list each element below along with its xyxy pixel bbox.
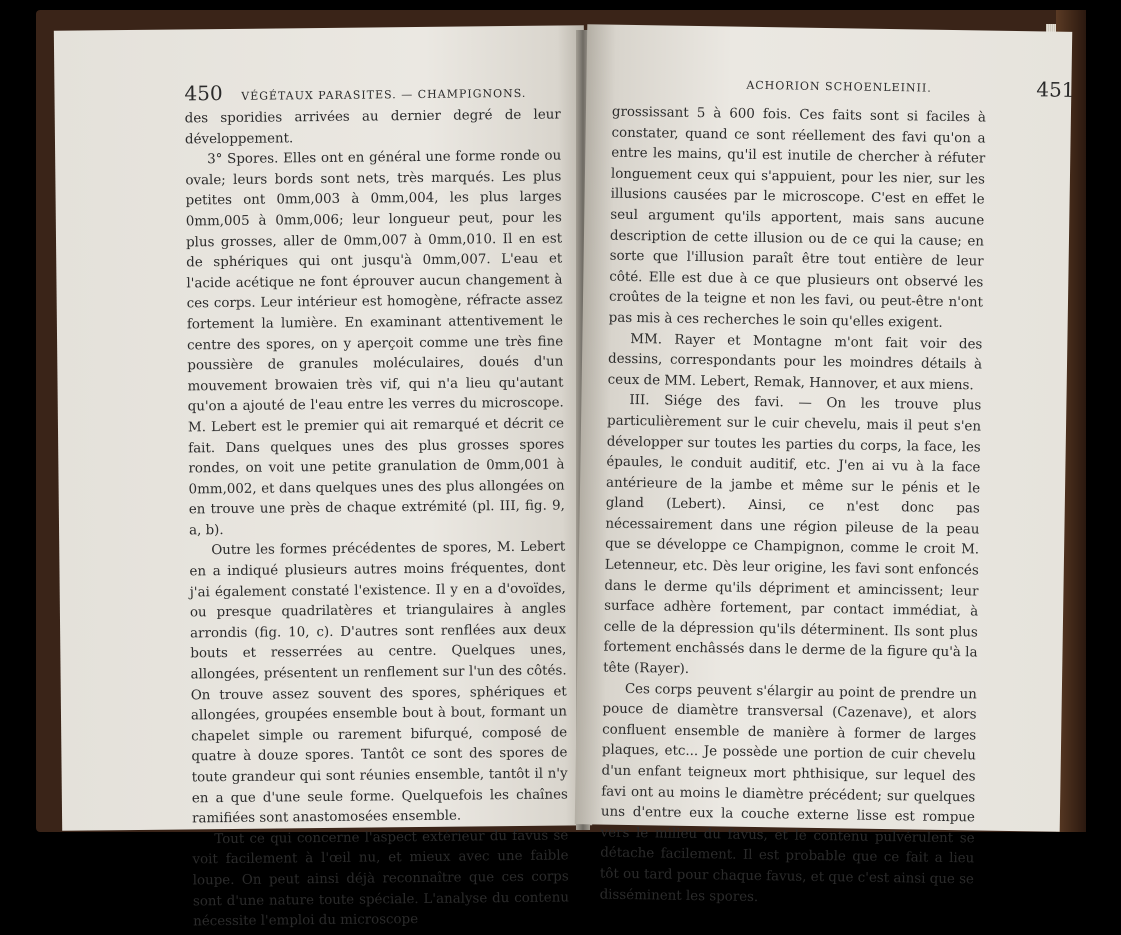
left-page-number: 450 xyxy=(184,81,223,106)
paragraph: Outre les formes précédentes de spores, M. Lebert en a indiqué plusieurs autres moins fréquentes, dont j'ai également constaté l'existence. Il y en a d'ovoïdes, ou presque quadrilatères et triangulaires à angles arrondis (fig. 10, c). D'autres sont renflées aux deux bouts et resserrées au centre. Quelques unes, allongées, présentent un renflement sur l'un des côtés. On trouve assez souvent des spores, sphériques et allongées, groupées ensemble bout à bout, formant un chapelet simple ou rarement bifurqué, composé de quatre à douze spores. Tantôt ce sont des spores de toute grandeur qui sont réunies ensemble, tantôt il n'y en a que d'une seule forme. Quelquefois les chaînes ramifiées sont anastomosées ensemble. xyxy=(189,539,568,827)
open-book xyxy=(36,10,1086,930)
paragraph: grossissant 5 à 600 fois. Ces faits sont si faciles à constater, quand ce sont réellement des favi qu'on a entre les mains, qu'il est inutile de chercher à réfuter longuement ceux qui s'appuient, pour les nier, sur les illusions causées par le microscope. C'est en effet le seul argument qu'ils apportent, mais sans aucune description de cette illusion ou de ce qui la cause; en sorte que l'illusion paraît être tout entière de leur côté. Elle est due à ce que plusieurs ont observé les croûtes de la teigne et non les favi, ou peut-être n'ont pas mis à ces recherches le soin qu'elles exigent. xyxy=(608,104,987,331)
right-page xyxy=(575,24,1075,905)
left-page-header xyxy=(184,78,526,106)
left-running-head: VÉGÉTAUX PARASITES. — CHAMPIGNONS. xyxy=(241,86,527,103)
paragraph: III. Siége des favi. — On les trouve plus particulièrement sur le cuir chevelu, mais il peut s'en développer sur toutes les parties du corps, la face, les épaules, le conduit auditif, etc. J'en ai vu à la face antérieure de la jambe et même sur le pénis et le gland (Lebert). Ainsi, ce n'est donc pas nécessairement dans une région pileuse de la peau que se développe ce Champignon, comme le croit M. Letenneur, etc. Dès leur origine, les favi sont enfoncés dans le derme qu'ils dépriment et amincissent; leur surface adhère fortement, par contact immédiat, à celle de la dépression qu'ils déterminent. Ils sont plus fortement enchâssés dans le derme de la figure qu'à la tête (Rayer). xyxy=(603,393,982,677)
right-page-text xyxy=(599,103,986,912)
right-running-head: ACHORION SCHOENLEINII. xyxy=(746,78,932,95)
paragraph: 3° Spores. Elles ont en général une forme ronde ou ovale; leurs bords sont nets, très marqués. Les plus petites ont 0mm,003 à 0mm,004, les plus larges 0mm,005 à 0mm,006; leur longueur peut, pour les plus grosses, aller de 0mm,007 à 0mm,010. Il en est de sphériques qui ont jusqu'à 0mm,007. L'eau et l'acide acétique ne font éprouver aucun changement à ces corps. Leur intérieur est homogène, réfracte assez fortement la lumière. En examinant attentivement le centre des spores, on y aperçoit comme une très fine poussière de granules moléculaires, doués d'un mouvement browaien très vif, qui n'a lieu qu'autant qu'on a ajouté de l'eau entre les verres du microscope. M. Lebert est le premier qui ait remarqué et décrit ce fait. Dans quelques unes des plus grosses spores rondes, on voit une petite granulation de 0mm,001 à 0mm,002, et dans quelques unes des plus allongées on en trouve une près de chaque extrémité (pl. III, fig. 9, a, b). xyxy=(185,148,565,539)
right-page-number: 451 xyxy=(1036,77,1075,102)
left-page xyxy=(54,25,592,930)
paragraph: des sporidies arrivées au dernier degré de leur développement. xyxy=(184,107,561,148)
right-page-header xyxy=(746,77,1075,102)
paragraph: Ces corps peuvent s'élargir au point de prendre un pouce de diamètre transversal (Cazenave), et alors confluent ensemble de manière à former de larges plaques, etc... Je possède une portion de cuir chevelu d'un enfant teigneux mort phthisique, sur lequel des favi ont au moins le diamètre précédent; sur quelques uns d'entre eux la couche externe lisse est rompue vers le milieu du favus, et le contenu pulvérulent se détache facilement. Il est probable que ce fait a lieu tôt ou tard pour chaque favus, et que c'est ainsi que se disséminent les spores. xyxy=(599,681,977,905)
paragraph: Tout ce qui concerne l'aspect extérieur du favus se voit facilement à l'œil nu, et mieux avec une faible loupe. On peut ainsi déjà reconnaître que ces corps sont d'une nature toute spéciale. L'analyse du contenu nécessite l'emploi du microscope xyxy=(192,828,570,930)
left-page-text xyxy=(185,105,570,933)
paragraph: MM. Rayer et Montagne m'ont fait voir des dessins, correspondants pour les moindres détails à ceux de MM. Lebert, Remak, Hannover, et aux miens. xyxy=(607,331,983,394)
